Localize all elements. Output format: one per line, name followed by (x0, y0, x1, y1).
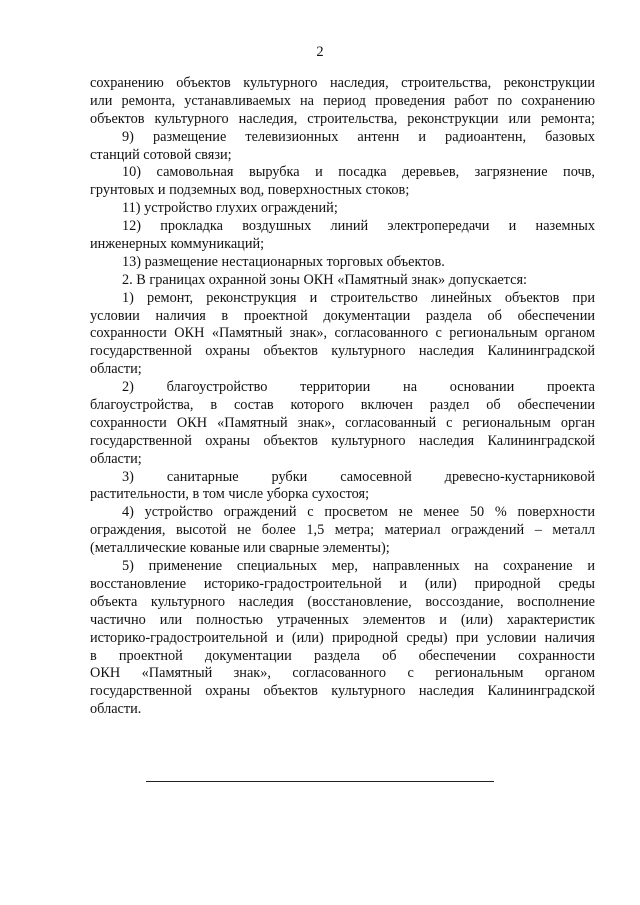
closing-rule (146, 781, 494, 782)
text-line: объекта культурного наследия (восстановление, воссоздание, восполнение (90, 593, 595, 610)
text-line: сохранности ОКН «Памятный знак», согласованного с региональным органом (90, 325, 595, 342)
text-line: ограждения, высотой не более 1,5 метра; материал ограждений – металл (90, 522, 595, 539)
text-line: 1) ремонт, реконструкция и строительство линейных объектов при (122, 289, 595, 306)
document-body (90, 75, 595, 719)
text-line: 2) благоустройство территории на основании проекта (122, 379, 595, 396)
text-line: сохранению объектов культурного наследия, строительства, реконструкции (90, 75, 595, 91)
text-line: 4) устройство ограждений с просветом не менее 50 % поверхности (122, 504, 595, 521)
text-line: государственной охраны объектов культурного наследия Калининградской (90, 683, 595, 700)
text-line: (металлические кованые или сварные элементы); (90, 540, 390, 557)
text-line: в проектной документации раздела об обеспечении сохранности (90, 647, 595, 664)
text-line: благоустройства, в состав которого включен раздел об обеспечении (90, 397, 595, 414)
text-line: области; (90, 450, 142, 467)
text-line: 10) самовольная вырубка и посадка деревьев, загрязнение почв, (122, 164, 595, 181)
text-line: частично или полностью утраченных элементов и (или) характеристик (90, 611, 595, 628)
text-line: государственной охраны объектов культурного наследия Калининградской (90, 432, 595, 449)
text-line: области. (90, 701, 142, 718)
text-line: 12) прокладка воздушных линий электропередачи и наземных (122, 218, 595, 235)
text-line: или ремонта, устанавливаемых на период проведения работ по сохранению (90, 92, 595, 109)
text-line: 11) устройство глухих ограждений; (122, 200, 338, 217)
text-line: области; (90, 361, 142, 378)
text-line: грунтовых и подземных вод, поверхностных стоков; (90, 182, 410, 199)
text-line: условии наличия в проектной документации раздела об обеспечении (90, 307, 595, 324)
text-line: восстановление историко-градостроительной и (или) природной среды (90, 575, 595, 592)
text-line: станций сотовой связи; (90, 146, 232, 163)
text-line: растительности, в том числе уборка сухостоя; (90, 486, 370, 503)
text-line: 5) применение специальных мер, направленных на сохранение и (122, 558, 595, 575)
text-line: ОКН «Памятный знак», согласованного с региональным органом (90, 665, 595, 682)
text-line: 13) размещение нестационарных торговых объектов. (122, 253, 445, 270)
text-line: 9) размещение телевизионных антенн и радиоантенн, базовых (122, 128, 595, 145)
text-line: объектов культурного наследия, строительства, реконструкции или ремонта; (90, 110, 595, 127)
page-number: 2 (316, 44, 324, 60)
text-line: 2. В границах охранной зоны ОКН «Памятный знак» допускается: (122, 271, 527, 288)
text-line: инженерных коммуникаций; (90, 236, 265, 253)
text-line: 3) санитарные рубки самосевной древесно-кустарниковой (122, 468, 595, 485)
text-line: историко-градостроительной и (или) природной среды) при условии наличия (90, 629, 595, 646)
text-line: сохранности ОКН «Памятный знак», согласованный с региональным орган (90, 414, 595, 431)
text-line: государственной охраны объектов культурного наследия Калининградской (90, 343, 595, 360)
